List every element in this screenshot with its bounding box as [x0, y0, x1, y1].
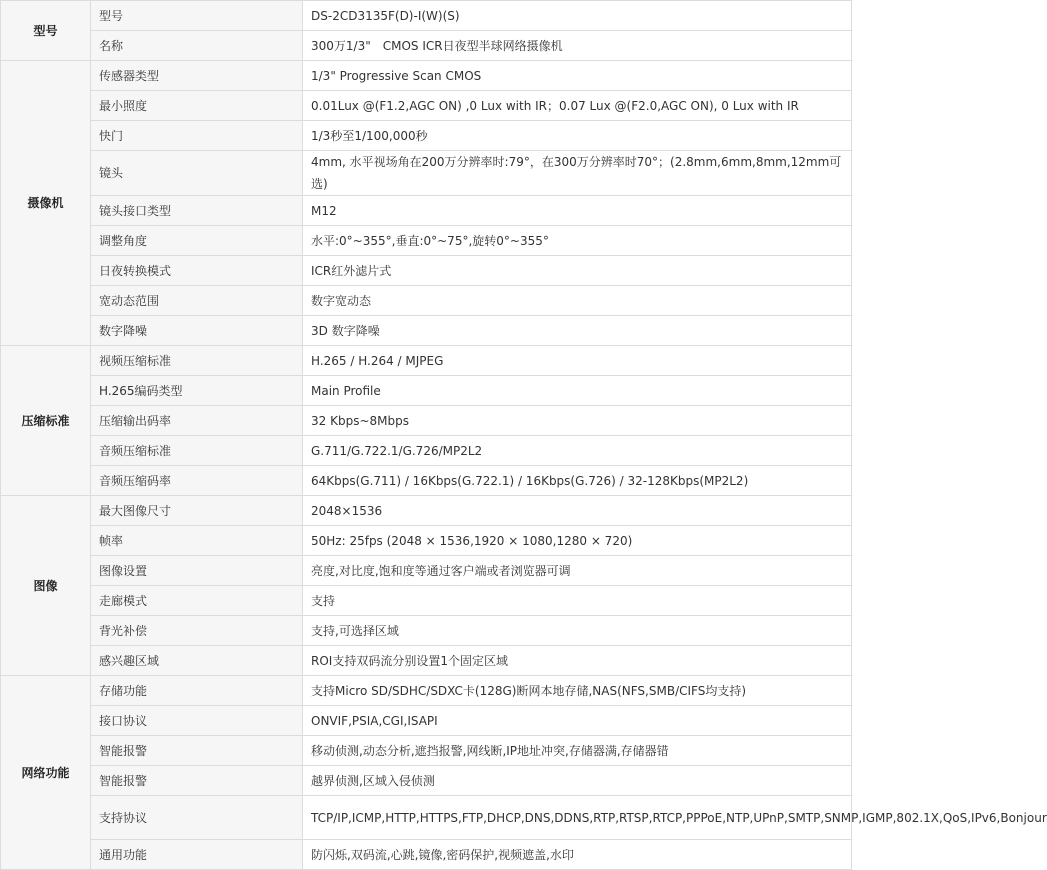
param-value-cell: 300万1/3" CMOS ICR日夜型半球网络摄像机	[303, 31, 852, 61]
table-row	[1, 376, 852, 406]
param-value-cell: 支持,可选择区域	[303, 616, 852, 646]
param-name-cell: 通用功能	[91, 840, 303, 870]
table-row	[1, 766, 852, 796]
param-name-cell: 图像设置	[91, 556, 303, 586]
param-value-cell: 1/3" Progressive Scan CMOS	[303, 61, 852, 91]
param-name-cell: 支持协议	[91, 796, 303, 840]
param-name-cell: 压缩输出码率	[91, 406, 303, 436]
param-value-cell: ONVIF,PSIA,CGI,ISAPI	[303, 706, 852, 736]
category-cell: 型号	[1, 1, 91, 61]
param-name-cell: 背光补偿	[91, 616, 303, 646]
category-cell: 摄像机	[1, 61, 91, 346]
table-row	[1, 91, 852, 121]
table-row	[1, 616, 852, 646]
param-value-cell: TCP/IP,ICMP,HTTP,HTTPS,FTP,DHCP,DNS,DDNS,RTP,RTSP,RTCP,PPPoE,NTP,UPnP,SMTP,SNMP,IGMP,802.1X,QoS,IPv6,Bonjour	[303, 796, 852, 840]
table-row	[1, 61, 852, 91]
table-row	[1, 1, 852, 31]
param-name-cell: H.265编码类型	[91, 376, 303, 406]
table-row	[1, 31, 852, 61]
param-value-cell: ROI支持双码流分别设置1个固定区域	[303, 646, 852, 676]
param-name-cell: 传感器类型	[91, 61, 303, 91]
param-value-cell: 支持Micro SD/SDHC/SDXC卡(128G)断网本地存储,NAS(NFS,SMB/CIFS均支持)	[303, 676, 852, 706]
param-value-cell: 水平:0°~355°,垂直:0°~75°,旋转0°~355°	[303, 226, 852, 256]
spec-table-body	[1, 1, 1047, 870]
param-name-cell: 智能报警	[91, 736, 303, 766]
table-row	[1, 796, 852, 840]
param-value-cell: 3D 数字降噪	[303, 316, 852, 346]
category-cell: 图像	[1, 496, 91, 676]
param-value-cell: 移动侦测,动态分析,遮挡报警,网线断,IP地址冲突,存储器满,存储器错	[303, 736, 852, 766]
table-row	[1, 496, 852, 526]
param-name-cell: 最小照度	[91, 91, 303, 121]
table-row	[1, 676, 852, 706]
table-row	[1, 406, 852, 436]
param-value-cell: G.711/G.722.1/G.726/MP2L2	[303, 436, 852, 466]
param-name-cell: 宽动态范围	[91, 286, 303, 316]
param-value-cell: 0.01Lux @(F1.2,AGC ON) ,0 Lux with IR；0.07 Lux @(F2.0,AGC ON), 0 Lux with IR	[303, 91, 852, 121]
category-cell: 网络功能	[1, 676, 91, 870]
param-name-cell: 音频压缩码率	[91, 466, 303, 496]
param-value-cell: 亮度,对比度,饱和度等通过客户端或者浏览器可调	[303, 556, 852, 586]
table-row	[1, 736, 852, 766]
param-name-cell: 感兴趣区域	[91, 646, 303, 676]
param-name-cell: 存储功能	[91, 676, 303, 706]
table-row	[1, 646, 852, 676]
param-name-cell: 调整角度	[91, 226, 303, 256]
table-row	[1, 706, 852, 736]
param-name-cell: 名称	[91, 31, 303, 61]
param-name-cell: 走廊模式	[91, 586, 303, 616]
param-value-cell: Main Profile	[303, 376, 852, 406]
param-name-cell: 数字降噪	[91, 316, 303, 346]
table-row	[1, 840, 852, 870]
param-name-cell: 镜头	[91, 151, 303, 196]
table-row	[1, 286, 852, 316]
table-row	[1, 226, 852, 256]
param-value-cell: M12	[303, 196, 852, 226]
table-row	[1, 526, 852, 556]
param-value-cell: 越界侦测,区域入侵侦测	[303, 766, 852, 796]
param-value-cell: 数字宽动态	[303, 286, 852, 316]
table-row	[1, 556, 852, 586]
param-value-cell: 50Hz: 25fps (2048 × 1536,1920 × 1080,1280 × 720)	[303, 526, 852, 556]
param-name-cell: 智能报警	[91, 766, 303, 796]
table-row	[1, 256, 852, 286]
table-row	[1, 436, 852, 466]
param-value-cell: 32 Kbps~8Mbps	[303, 406, 852, 436]
param-value-cell: 防闪烁,双码流,心跳,镜像,密码保护,视频遮盖,水印	[303, 840, 852, 870]
param-name-cell: 最大图像尺寸	[91, 496, 303, 526]
table-row	[1, 196, 852, 226]
param-value-cell: 4mm, 水平视场角在200万分辨率时:79°，在300万分辨率时70°；(2.8mm,6mm,8mm,12mm可选)	[303, 151, 852, 196]
table-row	[1, 316, 852, 346]
param-name-cell: 视频压缩标准	[91, 346, 303, 376]
param-name-cell: 帧率	[91, 526, 303, 556]
param-name-cell: 快门	[91, 121, 303, 151]
param-value-cell: H.265 / H.264 / MJPEG	[303, 346, 852, 376]
param-value-cell: 支持	[303, 586, 852, 616]
category-cell: 压缩标准	[1, 346, 91, 496]
param-value-cell: ICR红外滤片式	[303, 256, 852, 286]
param-value-cell: DS-2CD3135F(D)-I(W)(S)	[303, 1, 852, 31]
param-name-cell: 日夜转换模式	[91, 256, 303, 286]
param-name-cell: 型号	[91, 1, 303, 31]
table-row	[1, 151, 852, 196]
table-row	[1, 466, 852, 496]
table-row	[1, 586, 852, 616]
param-value-cell: 1/3秒至1/100,000秒	[303, 121, 852, 151]
param-name-cell: 接口协议	[91, 706, 303, 736]
table-row	[1, 121, 852, 151]
param-name-cell: 镜头接口类型	[91, 196, 303, 226]
param-value-cell: 64Kbps(G.711) / 16Kbps(G.722.1) / 16Kbps(G.726) / 32-128Kbps(MP2L2)	[303, 466, 852, 496]
param-value-cell: 2048×1536	[303, 496, 852, 526]
table-row	[1, 346, 852, 376]
param-name-cell: 音频压缩标准	[91, 436, 303, 466]
